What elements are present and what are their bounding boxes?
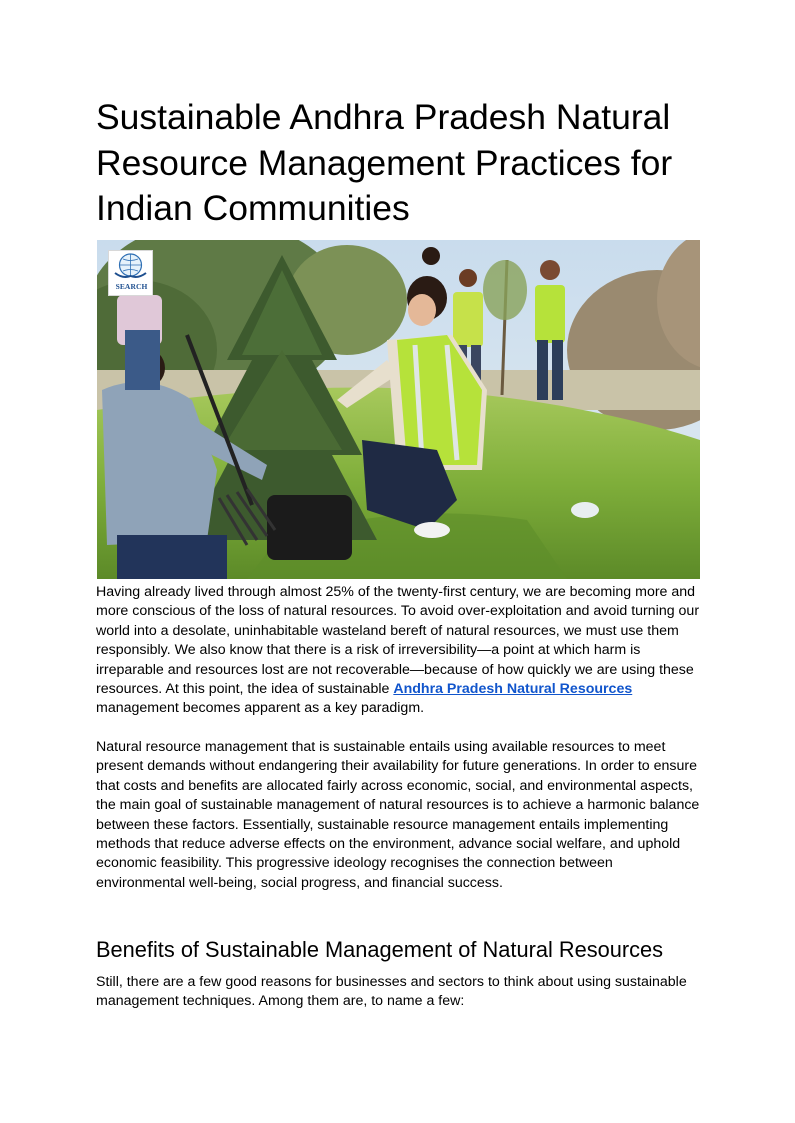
- hero-image: [97, 240, 700, 579]
- search-logo: [108, 250, 153, 296]
- benefits-intro-paragraph: Still, there are a few good reasons for businesses and sectors to think about using sustainable management techniques. Among them are, to name a few:: [96, 974, 687, 1010]
- logo-text: SEARCH: [115, 282, 148, 291]
- intro-text-before-link: Having already lived through almost 25% of the twenty-first century, we are becoming more and more conscious of the loss of natural resources. To avoid over-exploitation and avoid turning our world into a desolate, uninhabitable wasteland bereft of natural resources, we must use them responsibly. We also know that there is a risk of irreversibility—a point at which harm is irreparable and resources lost are not recoverable—because of how quickly we are using these resources. At this point, the idea of sustainable: [96, 584, 700, 698]
- intro-text-after-link: management becomes apparent as a key paradigm.: [96, 700, 425, 717]
- definition-paragraph: Natural resource management that is sustainable entails using available resources to meet present demands without endangering their availability for future generations. In order to ensure that costs and benefits are allocated fairly across economic, social, and environmental aspects, the main goal of sustainable management of natural resources is to achieve a harmonic balance between these factors. Essentially, sustainable resource management entails implementing methods that reduce adverse effects on the environment, advance social welfare, and uphold economic feasibility. This progressive ideology recognises the connection between environmental well-being, social progress, and financial success.: [96, 739, 700, 891]
- andhra-pradesh-natural-resources-link[interactable]: Andhra Pradesh Natural Resources: [393, 681, 633, 698]
- globe-hands-logo-icon: [109, 251, 152, 281]
- benefits-heading: Benefits of Sustainable Management of Natural Resources: [96, 937, 664, 962]
- tree-planting-photo: [97, 240, 700, 579]
- intro-paragraph: [96, 583, 700, 719]
- page-title: Sustainable Andhra Pradesh Natural Resource Management Practices for Indian Communities: [96, 97, 673, 229]
